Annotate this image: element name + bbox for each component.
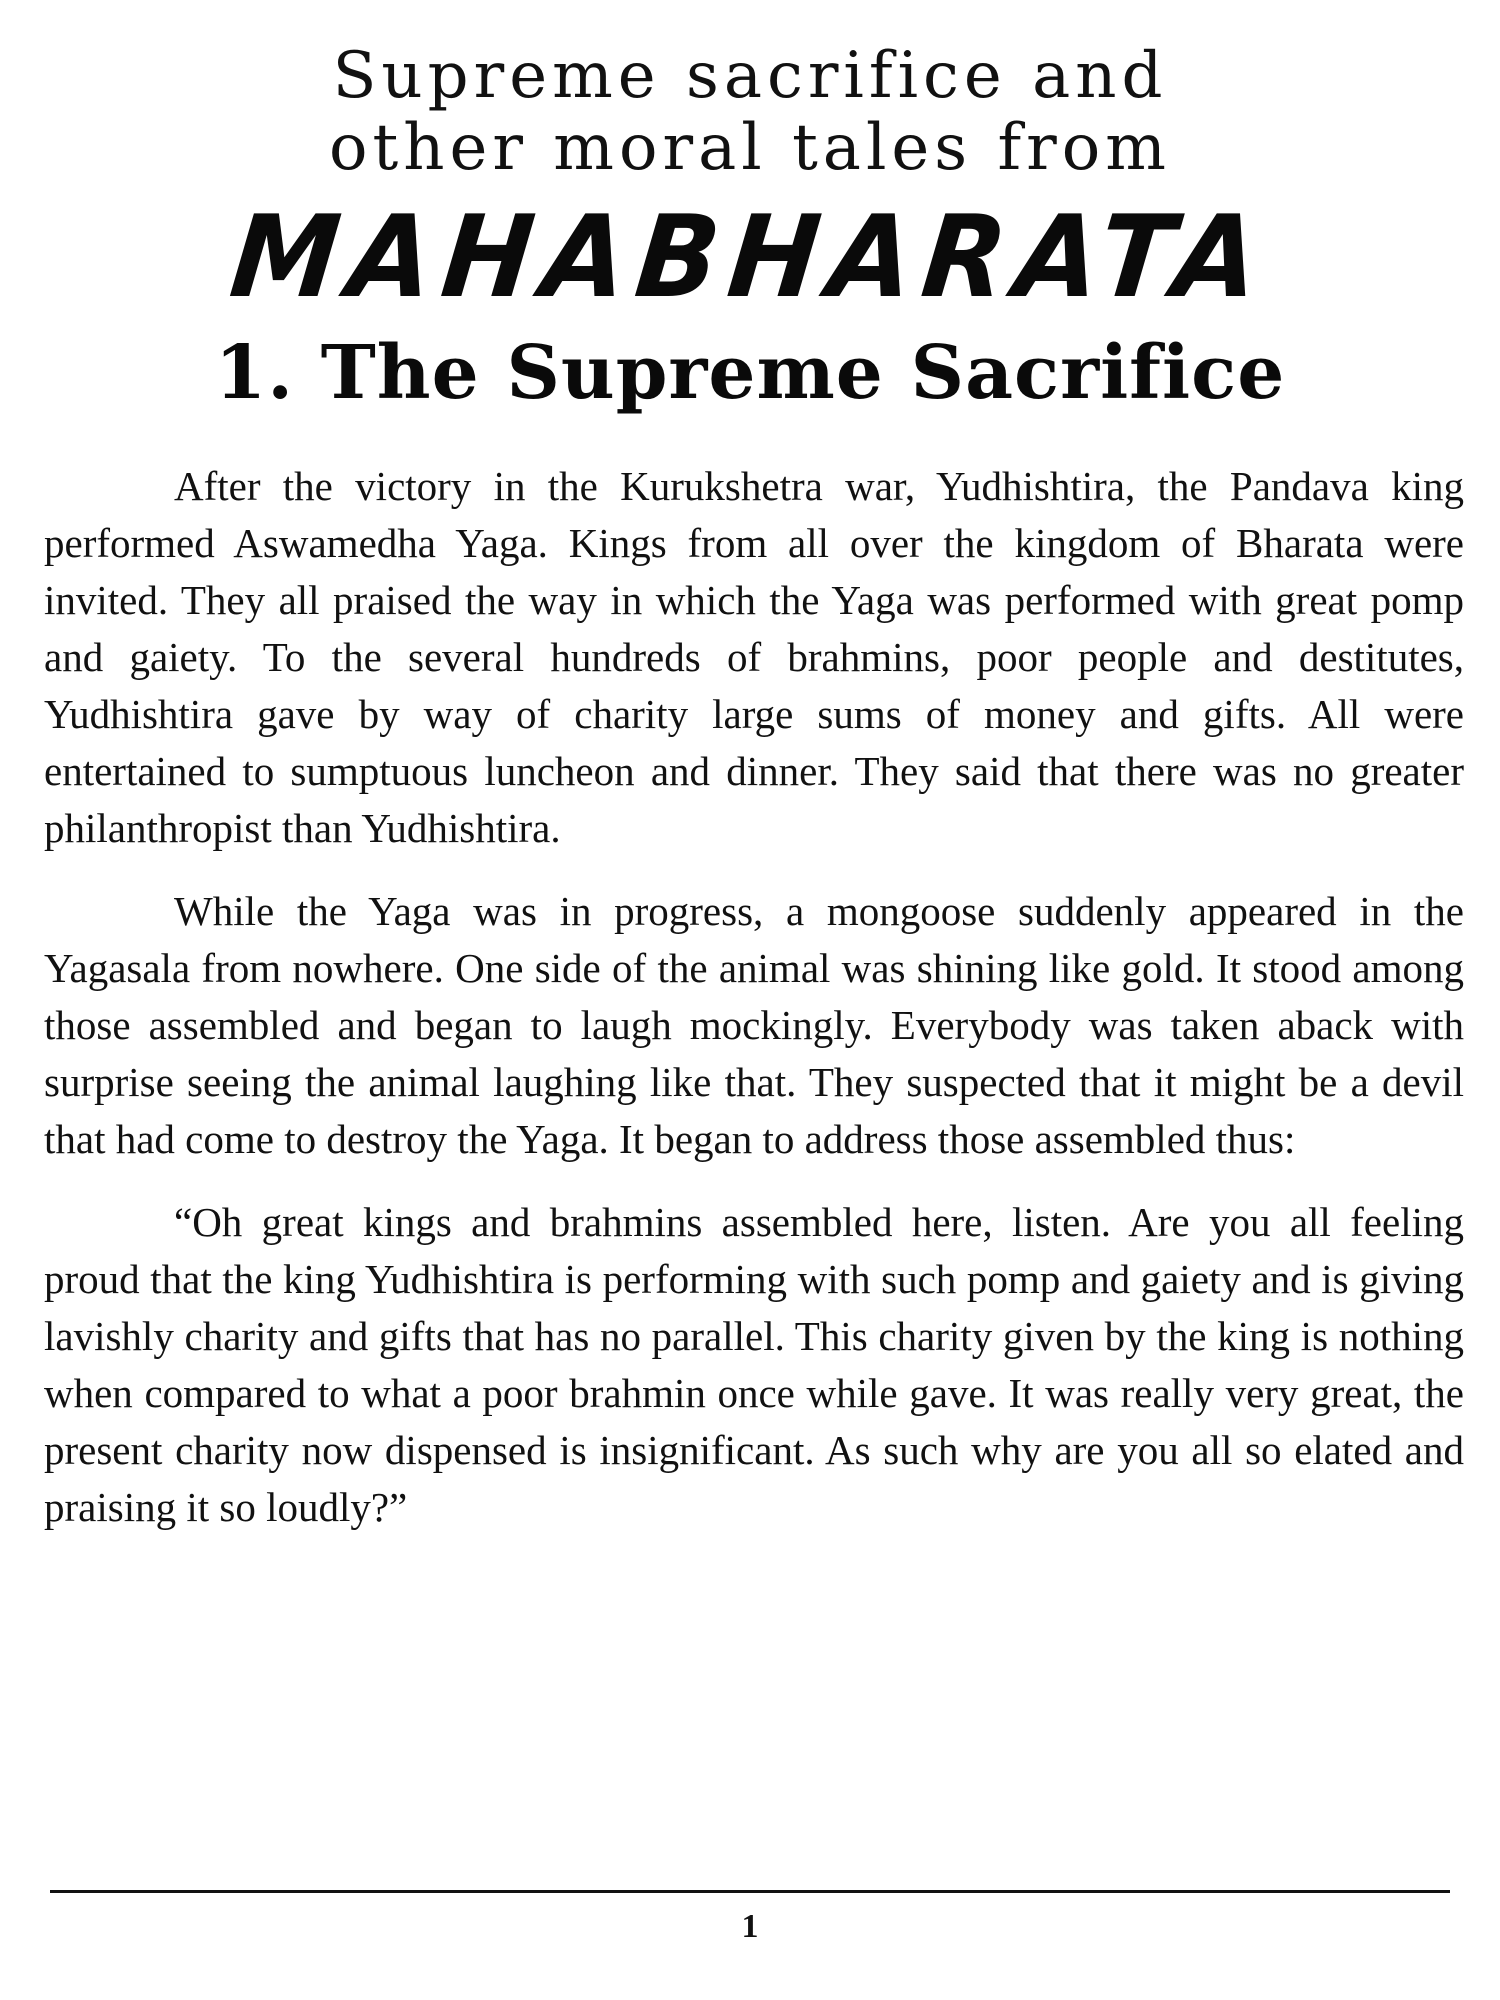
footer-divider: [50, 1890, 1450, 1893]
chapter-title: 1. The Supreme Sacrifice: [214, 330, 1286, 416]
subtitle-line-1: Supreme sacrifice and: [332, 39, 1168, 113]
subtitle-line-2: other moral tales from: [329, 111, 1171, 185]
page-number: 1: [741, 1908, 759, 1945]
paragraph-1: After the victory in the Kurukshetra war, Yudhishtira, the Pandava king performed Aswamedha Yaga. Kings from all over the kingdom of Bharata were invited. They all praised the way in which the Yaga was performed with great pomp and gaiety. To the several hundreds of brahmins, poor people and destitutes, Yudhishtira gave by way of charity large sums of money and gifts. All were entertained to sumptuous luncheon and dinner. They said that there was no greater philanthropist than Yudhishtira.: [44, 463, 1464, 851]
book-title: MAHABHARATA: [224, 191, 1276, 324]
paragraph-2: While the Yaga was in progress, a mongoose suddenly appeared in the Yagasala from nowhere. One side of the animal was shining like gold. It stood among those assembled and began to laugh mockingly. Everybody was taken aback with surprise seeing the animal laughing like that. They suspected that it might be a devil that had come to destroy the Yaga. It began to address those assembled thus:: [44, 888, 1464, 1162]
paragraph-3: “Oh great kings and brahmins assembled here, listen. Are you all feeling proud that the king Yudhishtira is performing with such pomp and gaiety and is giving lavishly charity and gifts that has no parallel. This charity given by the king is nothing when compared to what a poor brahmin once while gave. It was really very great, the present charity now dispensed is insignificant. As such why are you all so elated and praising it so loudly?”: [44, 1199, 1464, 1530]
body-text: [44, 458, 1464, 1562]
